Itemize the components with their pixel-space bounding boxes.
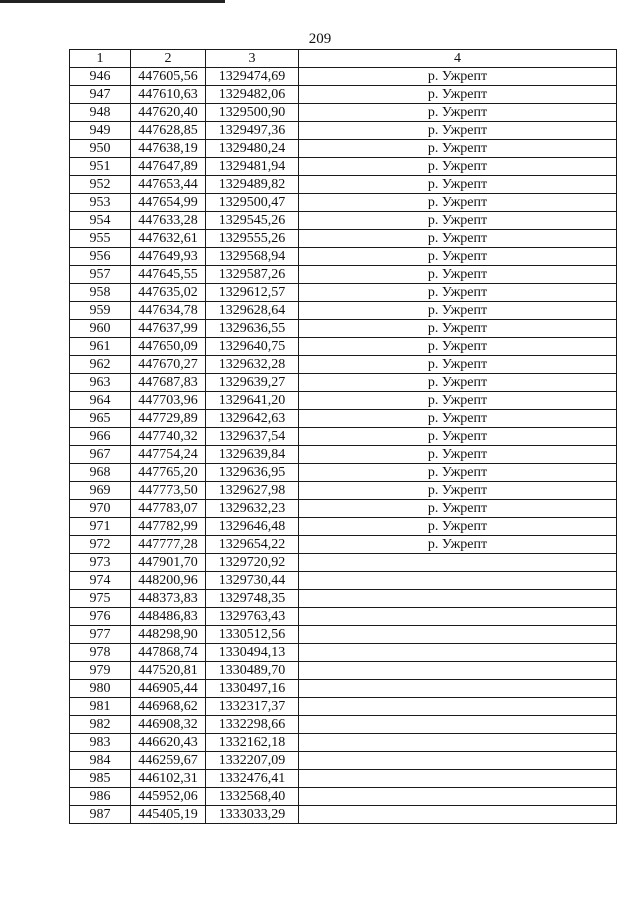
top-rule <box>0 0 225 3</box>
table-row <box>70 608 617 626</box>
x-coordinate-cell: 447654,99 <box>131 194 206 212</box>
table-row <box>70 464 617 482</box>
x-coordinate-cell: 447633,28 <box>131 212 206 230</box>
table-row <box>70 536 617 554</box>
description-cell: р. Ужрепт <box>299 536 617 554</box>
description-cell: р. Ужрепт <box>299 158 617 176</box>
y-coordinate-cell: 1330497,16 <box>206 680 299 698</box>
x-coordinate-cell: 446259,67 <box>131 752 206 770</box>
point-number-cell: 963 <box>70 374 131 392</box>
table-row <box>70 446 617 464</box>
y-coordinate-cell: 1329568,94 <box>206 248 299 266</box>
y-coordinate-cell: 1332317,37 <box>206 698 299 716</box>
y-coordinate-cell: 1329481,94 <box>206 158 299 176</box>
point-number-cell: 984 <box>70 752 131 770</box>
y-coordinate-cell: 1332476,41 <box>206 770 299 788</box>
point-number-cell: 950 <box>70 140 131 158</box>
point-number-cell: 960 <box>70 320 131 338</box>
point-number-cell: 952 <box>70 176 131 194</box>
x-coordinate-cell: 447783,07 <box>131 500 206 518</box>
description-cell <box>299 608 617 626</box>
y-coordinate-cell: 1329654,22 <box>206 536 299 554</box>
point-number-cell: 983 <box>70 734 131 752</box>
y-coordinate-cell: 1329627,98 <box>206 482 299 500</box>
y-coordinate-cell: 1332207,09 <box>206 752 299 770</box>
table-row <box>70 788 617 806</box>
y-coordinate-cell: 1329636,95 <box>206 464 299 482</box>
y-coordinate-cell: 1329497,36 <box>206 122 299 140</box>
column-header-1: 1 <box>70 50 131 68</box>
y-coordinate-cell: 1329639,84 <box>206 446 299 464</box>
y-coordinate-cell: 1330512,56 <box>206 626 299 644</box>
table-row <box>70 680 617 698</box>
table-row <box>70 752 617 770</box>
table-row <box>70 590 617 608</box>
description-cell: р. Ужрепт <box>299 518 617 536</box>
y-coordinate-cell: 1329500,47 <box>206 194 299 212</box>
description-cell <box>299 590 617 608</box>
table-row <box>70 194 617 212</box>
description-cell <box>299 680 617 698</box>
table-row <box>70 500 617 518</box>
y-coordinate-cell: 1329545,26 <box>206 212 299 230</box>
table-row <box>70 428 617 446</box>
y-coordinate-cell: 1329500,90 <box>206 104 299 122</box>
x-coordinate-cell: 447703,96 <box>131 392 206 410</box>
x-coordinate-cell: 447729,89 <box>131 410 206 428</box>
table-row <box>70 68 617 86</box>
y-coordinate-cell: 1329636,55 <box>206 320 299 338</box>
table-row <box>70 320 617 338</box>
table-row <box>70 86 617 104</box>
description-cell: р. Ужрепт <box>299 230 617 248</box>
description-cell: р. Ужрепт <box>299 482 617 500</box>
description-cell: р. Ужрепт <box>299 410 617 428</box>
point-number-cell: 951 <box>70 158 131 176</box>
description-cell <box>299 572 617 590</box>
description-cell: р. Ужрепт <box>299 176 617 194</box>
table-row <box>70 230 617 248</box>
y-coordinate-cell: 1329763,43 <box>206 608 299 626</box>
description-cell: р. Ужрепт <box>299 320 617 338</box>
table-row <box>70 662 617 680</box>
y-coordinate-cell: 1329646,48 <box>206 518 299 536</box>
point-number-cell: 967 <box>70 446 131 464</box>
table-row <box>70 302 617 320</box>
table-row <box>70 266 617 284</box>
table-row <box>70 356 617 374</box>
point-number-cell: 972 <box>70 536 131 554</box>
y-coordinate-cell: 1332298,66 <box>206 716 299 734</box>
table-row <box>70 248 617 266</box>
table-row <box>70 122 617 140</box>
description-cell: р. Ужрепт <box>299 266 617 284</box>
table-row <box>70 644 617 662</box>
point-number-cell: 956 <box>70 248 131 266</box>
x-coordinate-cell: 447620,40 <box>131 104 206 122</box>
table-row <box>70 734 617 752</box>
y-coordinate-cell: 1329628,64 <box>206 302 299 320</box>
y-coordinate-cell: 1329632,23 <box>206 500 299 518</box>
table-row <box>70 392 617 410</box>
point-number-cell: 974 <box>70 572 131 590</box>
x-coordinate-cell: 447638,19 <box>131 140 206 158</box>
y-coordinate-cell: 1329555,26 <box>206 230 299 248</box>
x-coordinate-cell: 447777,28 <box>131 536 206 554</box>
table-row <box>70 158 617 176</box>
y-coordinate-cell: 1329474,69 <box>206 68 299 86</box>
description-cell: р. Ужрепт <box>299 284 617 302</box>
description-cell <box>299 644 617 662</box>
table-row <box>70 626 617 644</box>
point-number-cell: 964 <box>70 392 131 410</box>
x-coordinate-cell: 447653,44 <box>131 176 206 194</box>
y-coordinate-cell: 1329641,20 <box>206 392 299 410</box>
page-number: 209 <box>308 31 332 47</box>
x-coordinate-cell: 447782,99 <box>131 518 206 536</box>
x-coordinate-cell: 447765,20 <box>131 464 206 482</box>
y-coordinate-cell: 1329482,06 <box>206 86 299 104</box>
table-row <box>70 770 617 788</box>
point-number-cell: 980 <box>70 680 131 698</box>
point-number-cell: 971 <box>70 518 131 536</box>
x-coordinate-cell: 447868,74 <box>131 644 206 662</box>
description-cell <box>299 788 617 806</box>
description-cell <box>299 626 617 644</box>
point-number-cell: 949 <box>70 122 131 140</box>
x-coordinate-cell: 448200,96 <box>131 572 206 590</box>
table-body <box>70 68 617 824</box>
x-coordinate-cell: 447605,56 <box>131 68 206 86</box>
x-coordinate-cell: 446905,44 <box>131 680 206 698</box>
description-cell: р. Ужрепт <box>299 500 617 518</box>
x-coordinate-cell: 446102,31 <box>131 770 206 788</box>
description-cell <box>299 752 617 770</box>
x-coordinate-cell: 446620,43 <box>131 734 206 752</box>
table-row <box>70 518 617 536</box>
column-header-2: 2 <box>131 50 206 68</box>
y-coordinate-cell: 1329632,28 <box>206 356 299 374</box>
point-number-cell: 976 <box>70 608 131 626</box>
table-row <box>70 338 617 356</box>
x-coordinate-cell: 447628,85 <box>131 122 206 140</box>
table-row <box>70 140 617 158</box>
table-row <box>70 284 617 302</box>
point-number-cell: 969 <box>70 482 131 500</box>
description-cell: р. Ужрепт <box>299 104 617 122</box>
description-cell: р. Ужрепт <box>299 356 617 374</box>
y-coordinate-cell: 1333033,29 <box>206 806 299 824</box>
description-cell: р. Ужрепт <box>299 248 617 266</box>
y-coordinate-cell: 1329612,57 <box>206 284 299 302</box>
description-cell: р. Ужрепт <box>299 464 617 482</box>
table-row <box>70 482 617 500</box>
description-cell: р. Ужрепт <box>299 194 617 212</box>
description-cell: р. Ужрепт <box>299 392 617 410</box>
point-number-cell: 970 <box>70 500 131 518</box>
x-coordinate-cell: 447773,50 <box>131 482 206 500</box>
column-header-4: 4 <box>299 50 617 68</box>
table-row <box>70 698 617 716</box>
coordinates-table <box>69 49 617 824</box>
point-number-cell: 959 <box>70 302 131 320</box>
point-number-cell: 962 <box>70 356 131 374</box>
point-number-cell: 953 <box>70 194 131 212</box>
x-coordinate-cell: 447649,93 <box>131 248 206 266</box>
x-coordinate-cell: 447637,99 <box>131 320 206 338</box>
description-cell: р. Ужрепт <box>299 68 617 86</box>
point-number-cell: 954 <box>70 212 131 230</box>
x-coordinate-cell: 447754,24 <box>131 446 206 464</box>
table-row <box>70 410 617 428</box>
y-coordinate-cell: 1329639,27 <box>206 374 299 392</box>
point-number-cell: 947 <box>70 86 131 104</box>
point-number-cell: 979 <box>70 662 131 680</box>
description-cell: р. Ужрепт <box>299 140 617 158</box>
description-cell: р. Ужрепт <box>299 338 617 356</box>
description-cell <box>299 806 617 824</box>
y-coordinate-cell: 1329480,24 <box>206 140 299 158</box>
x-coordinate-cell: 446908,32 <box>131 716 206 734</box>
point-number-cell: 973 <box>70 554 131 572</box>
description-cell: р. Ужрепт <box>299 212 617 230</box>
y-coordinate-cell: 1330489,70 <box>206 662 299 680</box>
x-coordinate-cell: 448298,90 <box>131 626 206 644</box>
description-cell: р. Ужрепт <box>299 428 617 446</box>
point-number-cell: 957 <box>70 266 131 284</box>
y-coordinate-cell: 1330494,13 <box>206 644 299 662</box>
x-coordinate-cell: 447740,32 <box>131 428 206 446</box>
x-coordinate-cell: 446968,62 <box>131 698 206 716</box>
y-coordinate-cell: 1332162,18 <box>206 734 299 752</box>
point-number-cell: 958 <box>70 284 131 302</box>
description-cell <box>299 770 617 788</box>
description-cell: р. Ужрепт <box>299 374 617 392</box>
description-cell <box>299 554 617 572</box>
point-number-cell: 968 <box>70 464 131 482</box>
y-coordinate-cell: 1332568,40 <box>206 788 299 806</box>
description-cell: р. Ужрепт <box>299 122 617 140</box>
description-cell: р. Ужрепт <box>299 86 617 104</box>
point-number-cell: 948 <box>70 104 131 122</box>
point-number-cell: 985 <box>70 770 131 788</box>
x-coordinate-cell: 447670,27 <box>131 356 206 374</box>
point-number-cell: 955 <box>70 230 131 248</box>
y-coordinate-cell: 1329489,82 <box>206 176 299 194</box>
x-coordinate-cell: 448486,83 <box>131 608 206 626</box>
y-coordinate-cell: 1329730,44 <box>206 572 299 590</box>
y-coordinate-cell: 1329642,63 <box>206 410 299 428</box>
x-coordinate-cell: 447610,63 <box>131 86 206 104</box>
description-cell <box>299 734 617 752</box>
y-coordinate-cell: 1329587,26 <box>206 266 299 284</box>
table-header-row <box>70 50 617 68</box>
x-coordinate-cell: 448373,83 <box>131 590 206 608</box>
point-number-cell: 966 <box>70 428 131 446</box>
point-number-cell: 978 <box>70 644 131 662</box>
x-coordinate-cell: 447632,61 <box>131 230 206 248</box>
point-number-cell: 946 <box>70 68 131 86</box>
x-coordinate-cell: 447901,70 <box>131 554 206 572</box>
table-row <box>70 554 617 572</box>
table-row <box>70 572 617 590</box>
x-coordinate-cell: 447520,81 <box>131 662 206 680</box>
point-number-cell: 987 <box>70 806 131 824</box>
point-number-cell: 965 <box>70 410 131 428</box>
point-number-cell: 961 <box>70 338 131 356</box>
x-coordinate-cell: 447687,83 <box>131 374 206 392</box>
point-number-cell: 986 <box>70 788 131 806</box>
description-cell: р. Ужрепт <box>299 446 617 464</box>
point-number-cell: 981 <box>70 698 131 716</box>
description-cell <box>299 662 617 680</box>
x-coordinate-cell: 447647,89 <box>131 158 206 176</box>
table-row <box>70 716 617 734</box>
table-row <box>70 806 617 824</box>
y-coordinate-cell: 1329720,92 <box>206 554 299 572</box>
point-number-cell: 982 <box>70 716 131 734</box>
table-row <box>70 374 617 392</box>
x-coordinate-cell: 445952,06 <box>131 788 206 806</box>
table-row <box>70 212 617 230</box>
x-coordinate-cell: 447634,78 <box>131 302 206 320</box>
table-row <box>70 176 617 194</box>
point-number-cell: 977 <box>70 626 131 644</box>
description-cell: р. Ужрепт <box>299 302 617 320</box>
y-coordinate-cell: 1329748,35 <box>206 590 299 608</box>
table-row <box>70 104 617 122</box>
description-cell <box>299 698 617 716</box>
y-coordinate-cell: 1329640,75 <box>206 338 299 356</box>
x-coordinate-cell: 447650,09 <box>131 338 206 356</box>
x-coordinate-cell: 447635,02 <box>131 284 206 302</box>
column-header-3: 3 <box>206 50 299 68</box>
description-cell <box>299 716 617 734</box>
x-coordinate-cell: 447645,55 <box>131 266 206 284</box>
point-number-cell: 975 <box>70 590 131 608</box>
y-coordinate-cell: 1329637,54 <box>206 428 299 446</box>
x-coordinate-cell: 445405,19 <box>131 806 206 824</box>
